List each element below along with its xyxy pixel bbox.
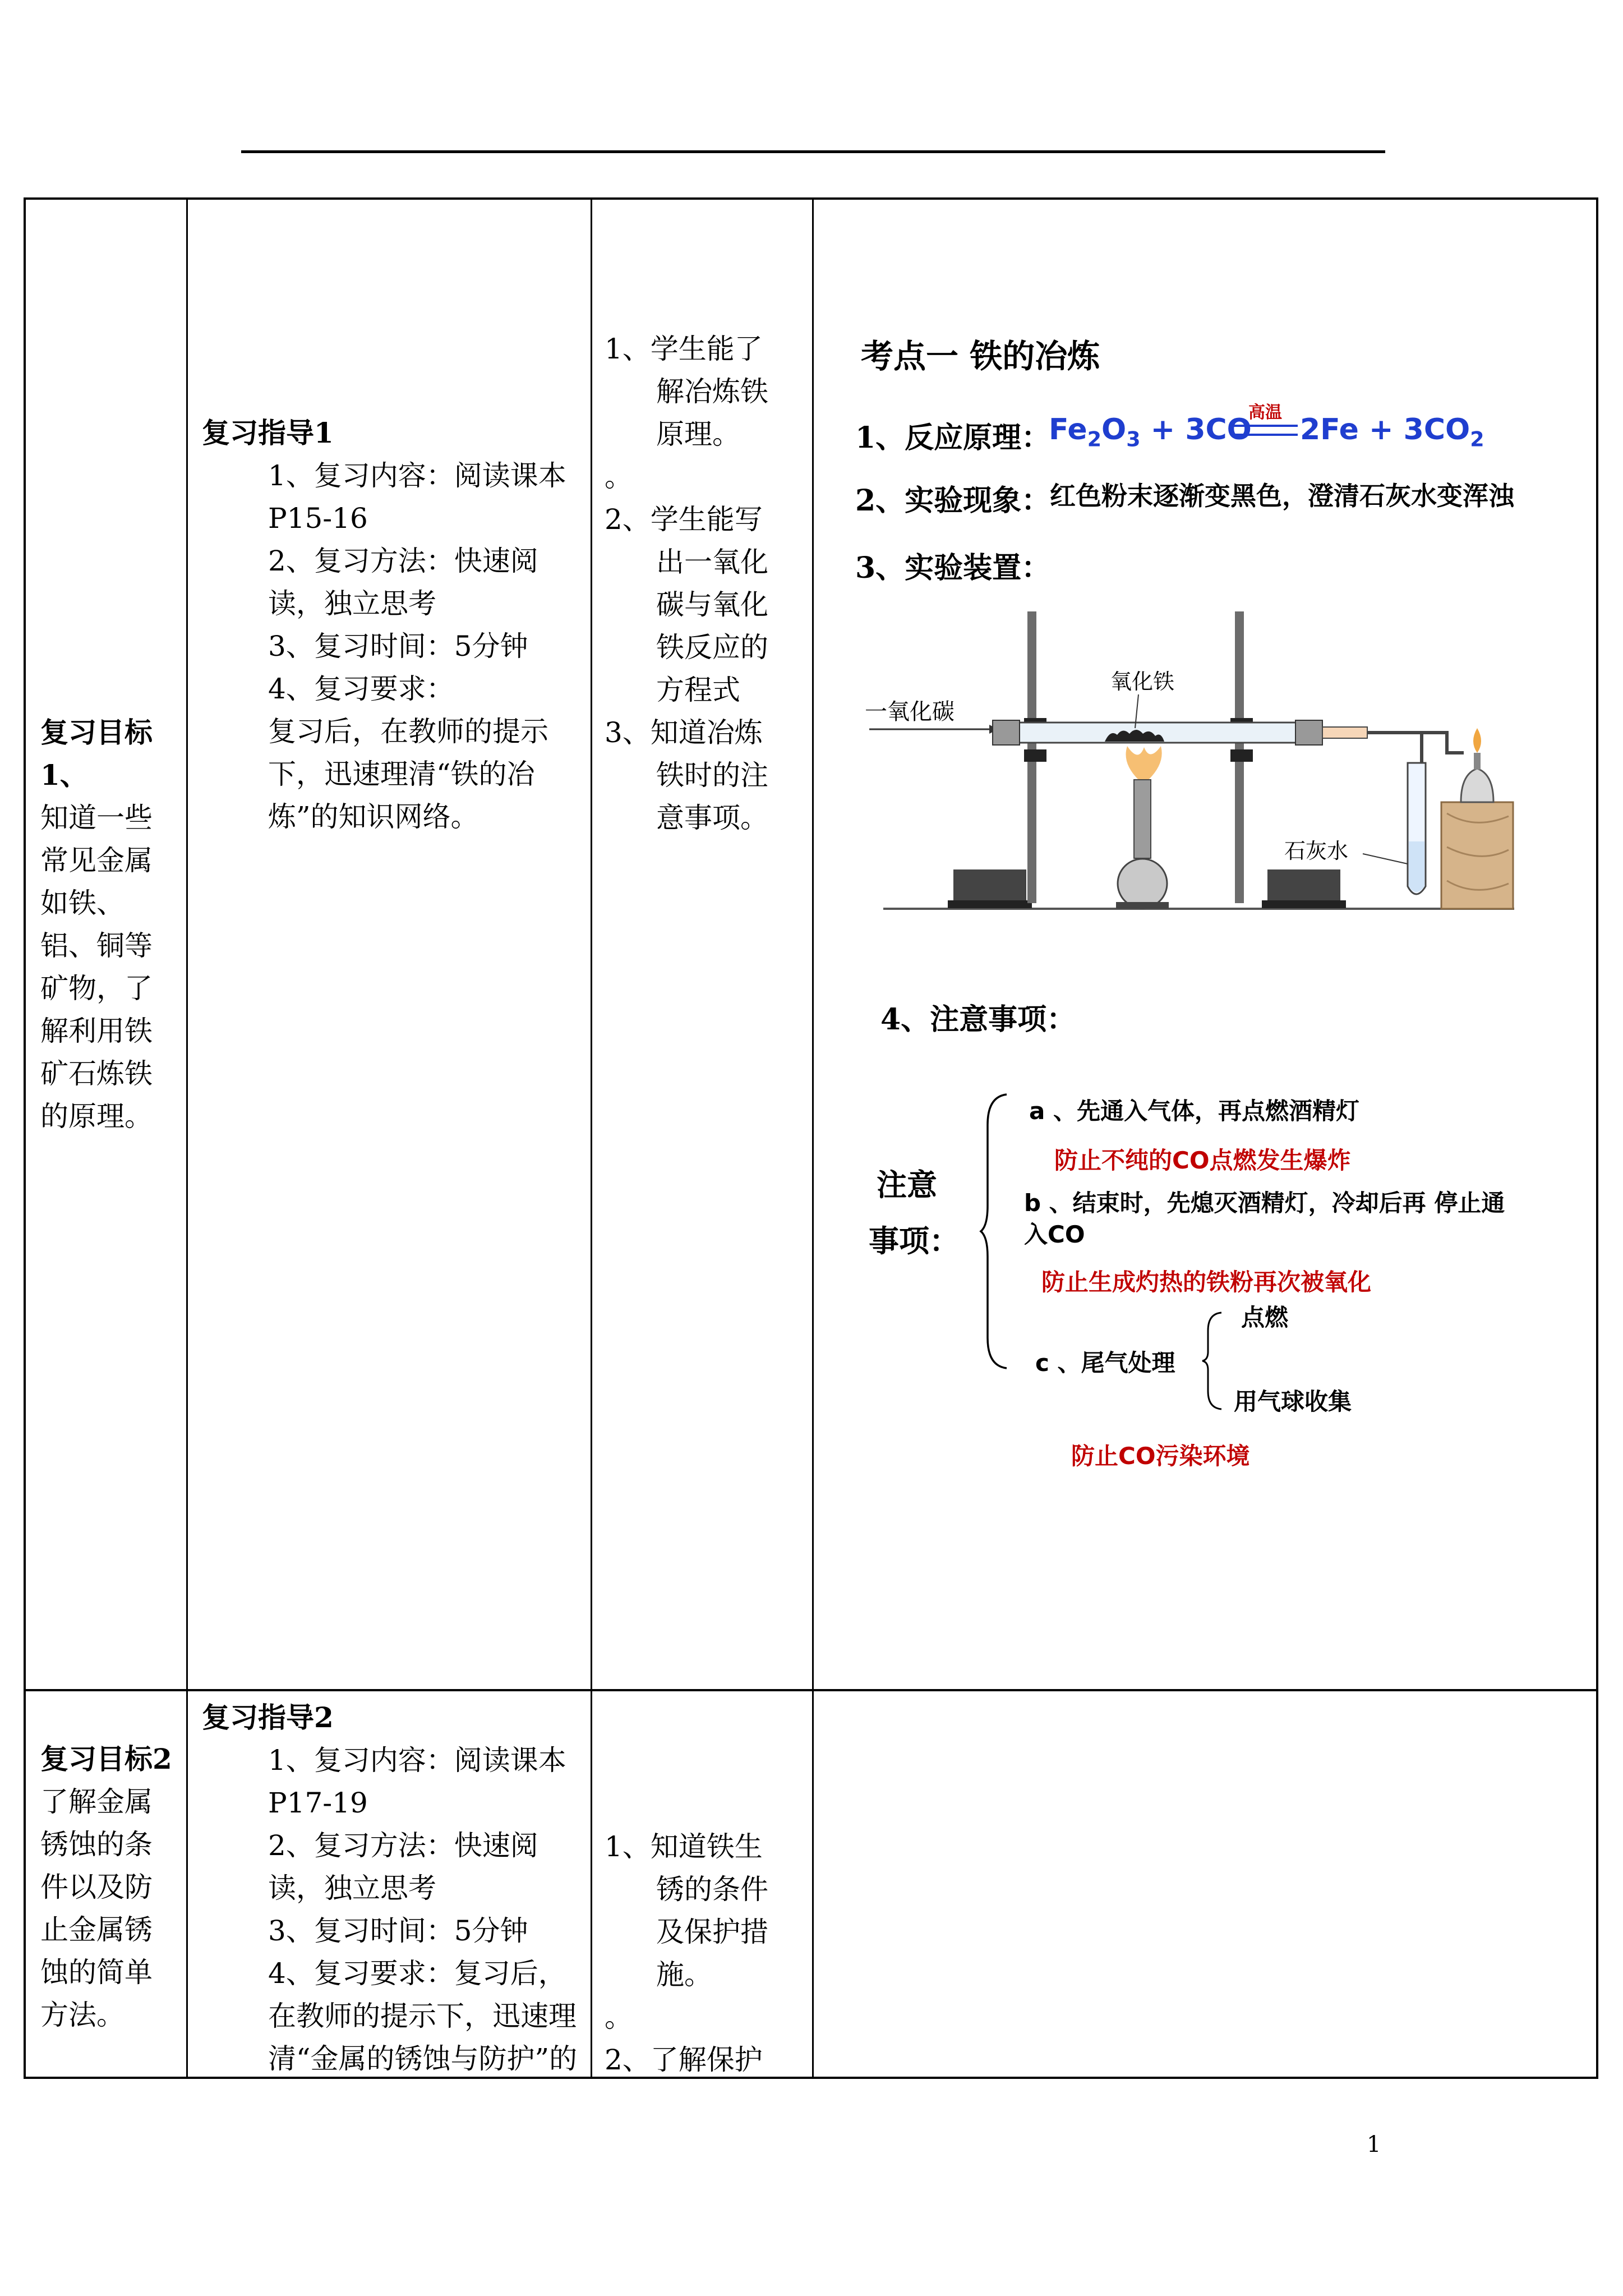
- apparatus-label: 3、实验装置：: [855, 551, 1051, 585]
- note-b-line1: b 、结束时，先熄灭酒精灯，冷却后再 停止通: [1024, 1189, 1505, 1217]
- equation-condition: 高温: [1248, 403, 1282, 422]
- objective-separator: 。: [605, 461, 633, 493]
- review-goal-2-title: 复习目标2: [40, 1742, 172, 1775]
- principle-label: 1、反应原理：: [855, 421, 1051, 455]
- review-goal-1: [40, 711, 173, 1138]
- table-col-divider-1: [186, 197, 188, 2079]
- burner-bulb: [1118, 859, 1167, 908]
- review-guide-2-item: 2、复习方法：快速阅读，独立思考: [268, 1829, 538, 1904]
- review-guide-1-title: 复习指导1: [202, 416, 334, 449]
- co-label: 一氧化碳: [865, 699, 955, 725]
- objective-item: 1、知道铁生锈的条件及保护措施。: [605, 1830, 768, 1991]
- limewater-label: 石灰水: [1284, 839, 1349, 863]
- objective-separator: 。: [605, 2001, 633, 2033]
- table-border-left: [24, 197, 26, 2079]
- review-guide-2-item: 4、复习要求：复习后，在教师的提示下，迅速理清“金属的锈蚀与防护”的: [268, 1957, 578, 2075]
- review-guide-1-item: 3、复习时间：5分钟: [268, 630, 528, 662]
- review-goal-1-title: 复习目标1、: [40, 716, 153, 792]
- header-rule: [241, 150, 1385, 153]
- phenomenon-label: 2、实验现象：: [855, 484, 1051, 518]
- objective-item: 1、学生能了解冶炼铁原理。: [605, 333, 768, 450]
- review-guide-2-item: 1、复习内容：阅读课本P17-19: [268, 1744, 566, 1819]
- objectives-1: [605, 328, 773, 839]
- apparatus-diagram: [858, 595, 1531, 920]
- note-c-option-2: 用气球收集: [1234, 1388, 1352, 1415]
- notes-heading: 4、注意事项：: [880, 1002, 1076, 1037]
- review-guide-1-item: 复习后，在教师的提示下，迅速理清“铁的冶炼”的知识网络。: [268, 715, 548, 833]
- note-c: c 、尾气处理: [1035, 1349, 1175, 1377]
- section-heading: 考点一 铁的冶炼: [861, 337, 1100, 375]
- objectives-2: [605, 1825, 773, 2081]
- equation-right: $2Fe + 3CO_2$: [1300, 413, 1484, 452]
- review-guide-1-item: 1、复习内容：阅读课本P15-16: [268, 459, 566, 535]
- burner-tube: [1134, 780, 1151, 858]
- phenomenon-text: 红色粉末逐渐变黑色，澄清石灰水变浑浊: [1050, 481, 1514, 511]
- equation-double-line: [1232, 425, 1298, 436]
- notes-brace: [979, 1091, 1012, 1372]
- table-border-top: [24, 197, 1598, 200]
- review-guide-1-item: 2、复习方法：快速阅读，独立思考: [268, 545, 538, 620]
- note-c-reason: 防止CO污染环境: [1071, 1442, 1250, 1470]
- page-number: 1: [1367, 2132, 1381, 2157]
- note-a-reason: 防止不纯的CO点燃发生爆炸: [1054, 1147, 1351, 1174]
- note-a: a 、先通入气体，再点燃酒精灯: [1029, 1097, 1359, 1125]
- objective-item: 3、知道冶炼铁时的注意事项。: [605, 716, 768, 834]
- objective-item: 2、了解保护: [605, 2044, 763, 2076]
- table-col-divider-3: [812, 197, 814, 2079]
- table-border-right: [1596, 197, 1598, 2079]
- notes-side-label-1: 注意: [877, 1167, 937, 1203]
- review-guide-1: [202, 412, 578, 838]
- review-guide-1-item: 4、复习要求：: [268, 673, 454, 705]
- iron-oxide-label: 氧化铁: [1110, 669, 1175, 694]
- review-goal-2-text: 了解金属锈蚀的条件以及防止金属锈蚀的简单方法。: [40, 1786, 153, 2031]
- equation-left: $Fe_2O_3 + 3CO$: [1049, 413, 1252, 452]
- review-guide-2-item: 3、复习时间：5分钟: [268, 1915, 528, 1947]
- review-guide-2-title: 复习指导2: [202, 1701, 334, 1734]
- table-col-divider-2: [591, 197, 592, 2079]
- note-c-brace: [1200, 1310, 1225, 1411]
- review-goal-2: [40, 1738, 173, 2036]
- review-goal-1-text: 知道一些常见金属如铁、铝、铜等矿物，了解利用铁矿石炼铁的原理。: [40, 802, 153, 1133]
- left-stand-base: [953, 869, 1026, 903]
- right-stand-base: [1267, 869, 1340, 903]
- notes-side-label-2: 事项：: [869, 1223, 960, 1259]
- note-b-line2: 入CO: [1024, 1221, 1085, 1248]
- objective-item: 2、学生能写出一氧化碳与氧化铁反应的方程式: [605, 503, 768, 706]
- note-b-reason: 防止生成灼热的铁粉再次被氧化: [1041, 1268, 1372, 1296]
- note-c-option-1: 点燃: [1241, 1304, 1289, 1331]
- table-row-divider: [24, 1689, 1598, 1691]
- review-guide-2: [202, 1696, 578, 2080]
